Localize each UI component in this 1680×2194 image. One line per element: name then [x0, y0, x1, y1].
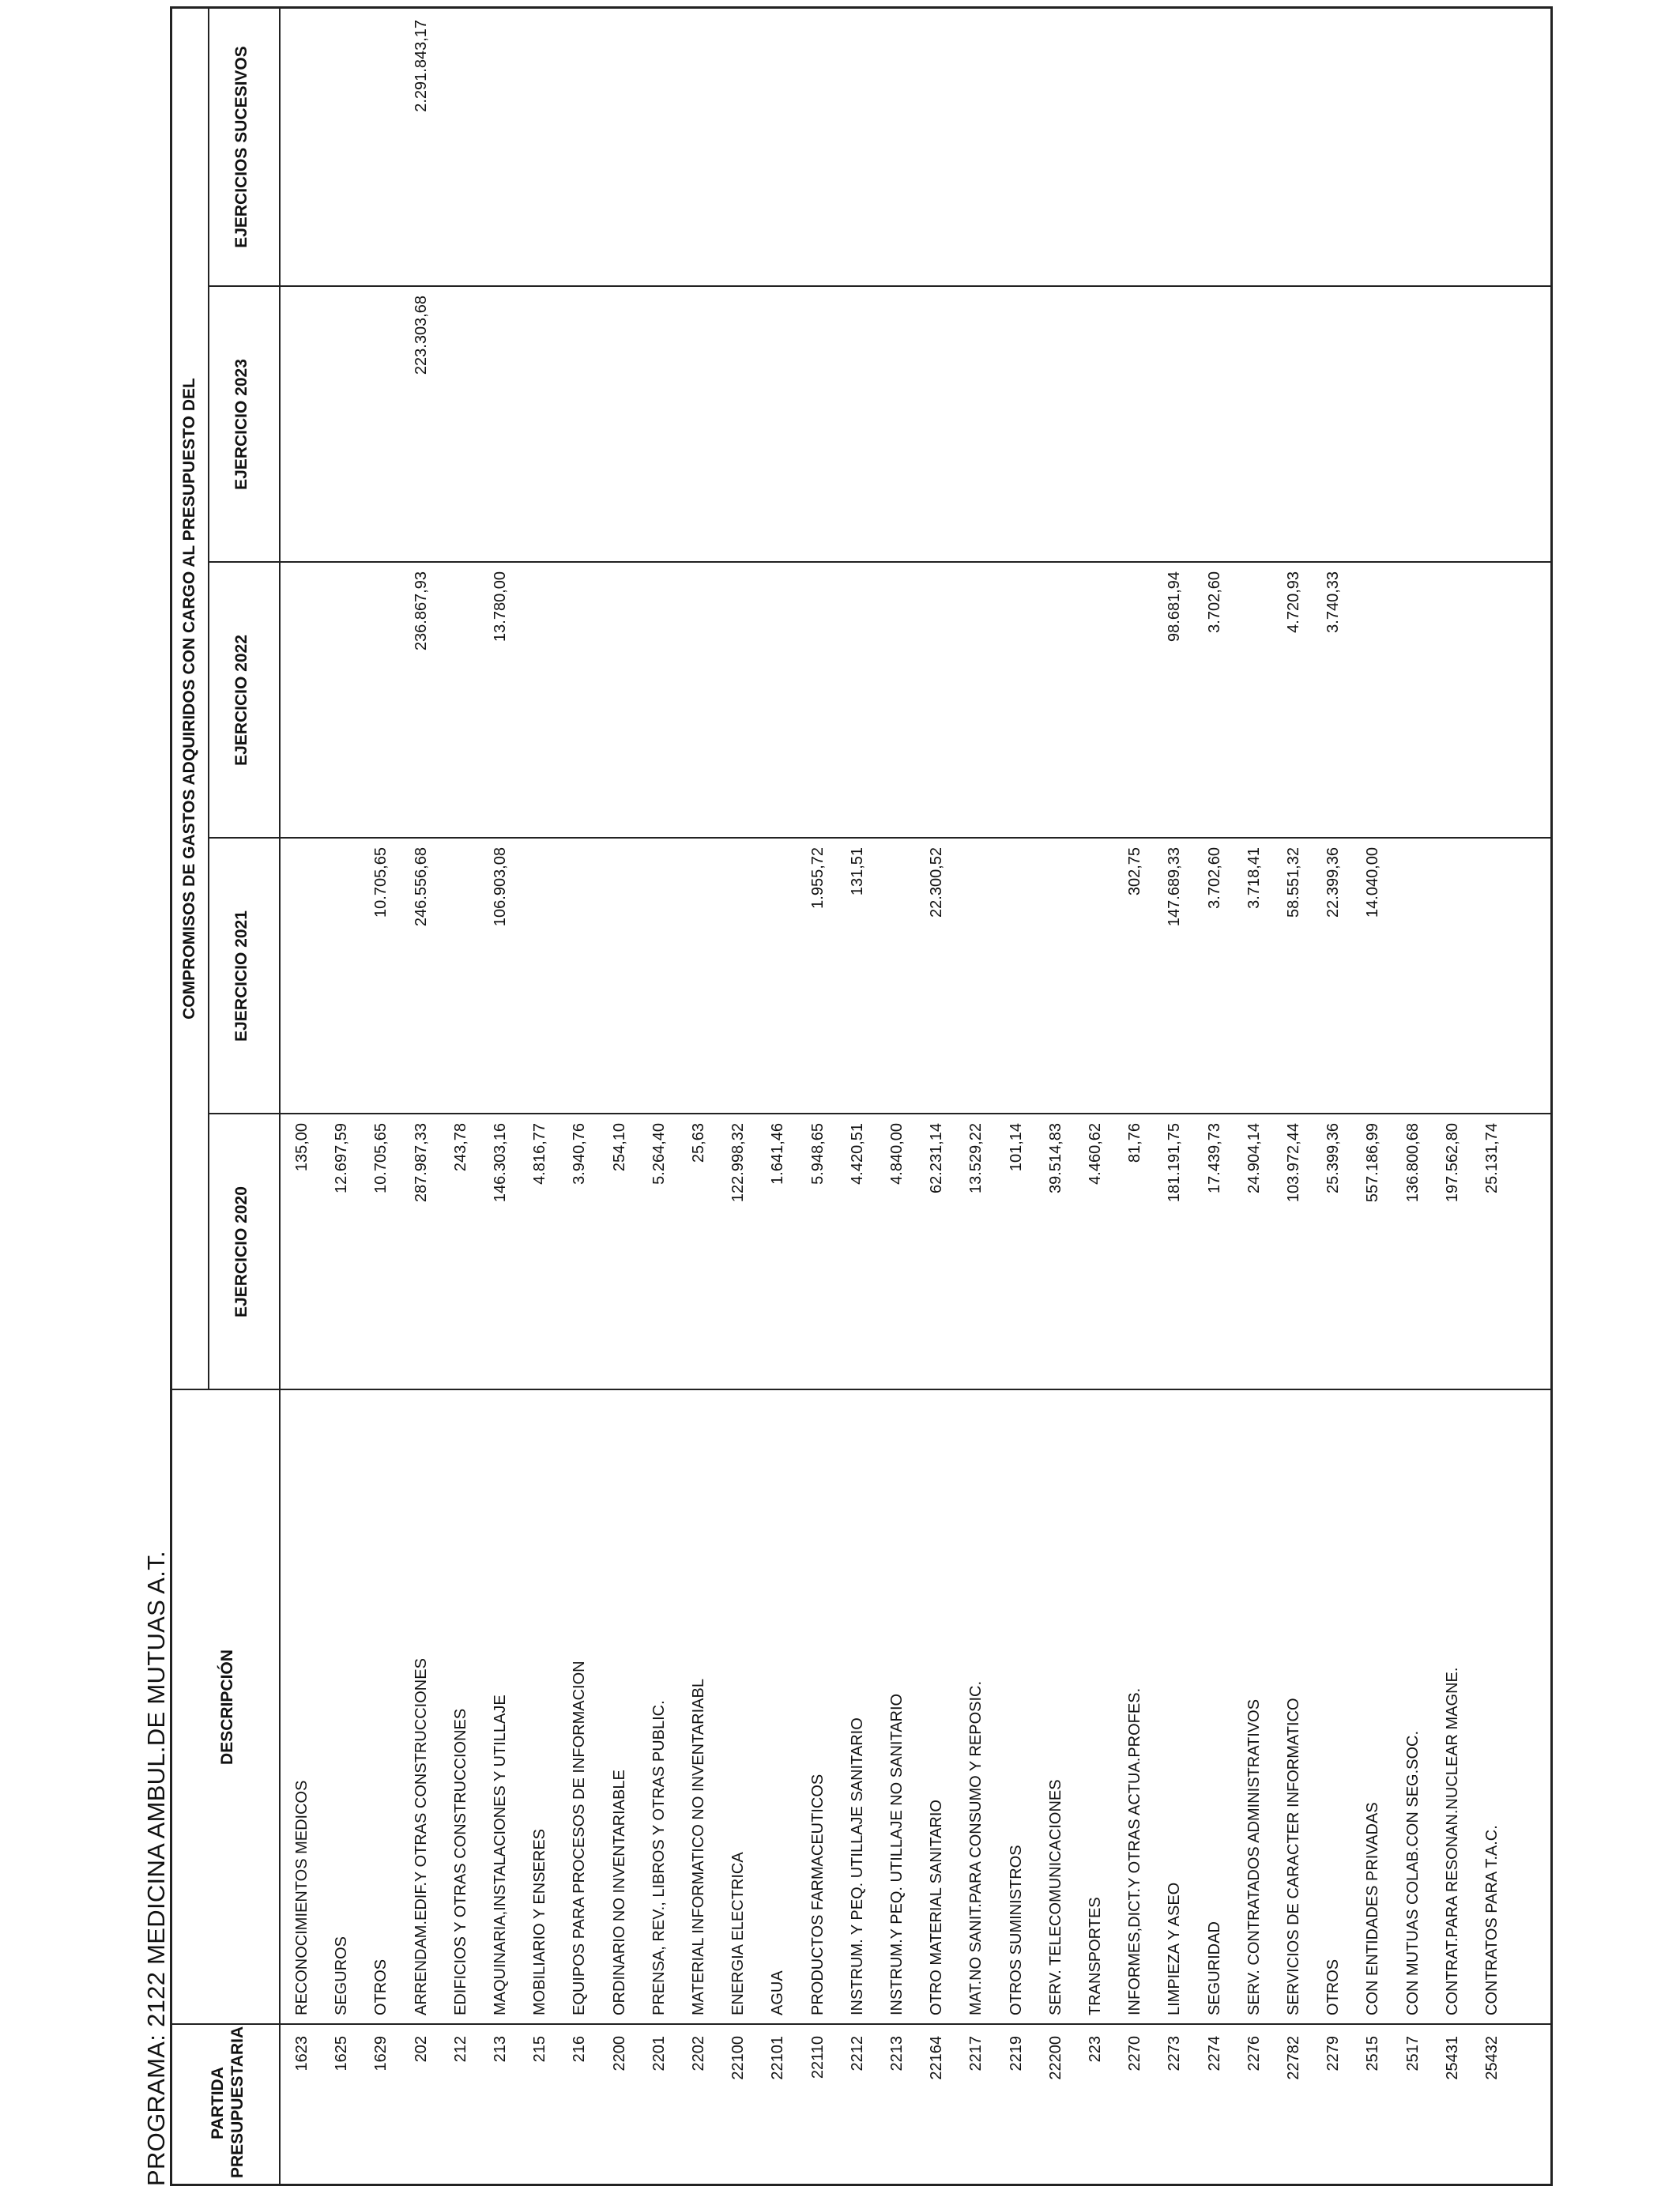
row-value-2022: 98.681,94: [1166, 571, 1184, 642]
row-description: EDIFICIOS Y OTRAS CONSTRUCCIONES: [451, 1708, 469, 2015]
table-border-left: [170, 2184, 1553, 2186]
header-ej2021: EJERCICIO 2021: [232, 910, 250, 1042]
row-description: PRODUCTOS FARMACEUTICOS: [808, 1774, 827, 2015]
row-value-2021: 131,51: [848, 847, 866, 896]
row-description: SEGURIDAD: [1205, 1921, 1223, 2015]
header-sucesivos: EJERCICIOS SUCESIVOS: [232, 46, 250, 248]
row-value-2020: 25.399,36: [1324, 1123, 1343, 1193]
row-value-2020: 181.191,75: [1166, 1123, 1184, 1203]
table-border-bottom: [1550, 6, 1553, 2186]
row-value-2022: 3.740,33: [1324, 571, 1343, 633]
row-code: 25432: [1483, 2036, 1501, 2080]
row-description: CONTRATOS PARA T.A.C.: [1483, 1825, 1501, 2015]
row-value-2021: 106.903,08: [492, 847, 509, 927]
row-value-2020: 557.186,99: [1364, 1123, 1382, 1203]
row-value-2023: 223.303,68: [412, 296, 430, 375]
row-code: 1625: [333, 2036, 351, 2071]
col-sep-3: [208, 1113, 1553, 1114]
row-description: SERVICIOS DE CARACTER INFORMATICO: [1285, 1698, 1302, 2015]
row-value-2020: 243,78: [451, 1123, 469, 1172]
row-value-2020: 4.460,62: [1087, 1123, 1104, 1185]
row-description: CON MUTUAS COLAB.CON SEG.SOC.: [1403, 1730, 1422, 2015]
row-code: 2202: [690, 2036, 707, 2071]
row-code: 2515: [1364, 2036, 1382, 2071]
row-description: SERV. TELECOMUNICACIONES: [1046, 1779, 1064, 2015]
row-code: 223: [1087, 2036, 1104, 2063]
row-code: 2273: [1166, 2036, 1184, 2071]
row-code: 212: [451, 2036, 469, 2063]
row-value-2020: 10.705,65: [372, 1123, 390, 1193]
header-divider: [279, 6, 281, 2186]
row-description: PRENSA, REV., LIBROS Y OTRAS PUBLIC.: [650, 1700, 668, 2015]
table-border-top: [170, 6, 172, 2186]
row-description: CONTRAT.PARA RESONAN.NUCLEAR MAGNE.: [1443, 1667, 1461, 2015]
row-code: 22164: [928, 2036, 946, 2080]
row-value-2020: 62.231,14: [928, 1123, 946, 1193]
row-value-sucesivos: 2.291.843,17: [412, 20, 430, 112]
row-code: 1623: [293, 2036, 311, 2071]
row-value-2022: 236.867,93: [412, 571, 430, 651]
row-code: 2276: [1245, 2036, 1263, 2071]
row-code: 2212: [848, 2036, 866, 2071]
row-description: TRANSPORTES: [1087, 1897, 1104, 2015]
row-value-2021: 3.702,60: [1205, 847, 1223, 909]
group-header-divider: [208, 6, 209, 1390]
row-description: OTROS: [372, 1958, 390, 2015]
col-sep-5: [208, 561, 1553, 563]
row-value-2020: 12.697,59: [333, 1123, 351, 1193]
header-ej2023: EJERCICIO 2023: [232, 359, 250, 490]
row-code: 213: [492, 2036, 509, 2063]
row-value-2020: 122.998,32: [729, 1123, 748, 1203]
row-description: SEGUROS: [333, 1936, 351, 2015]
row-value-2020: 5.264,40: [650, 1123, 668, 1185]
row-value-2021: 147.689,33: [1166, 847, 1184, 927]
row-code: 215: [531, 2036, 549, 2063]
row-description: INFORMES,DICT.Y OTRAS ACTUA.PROFES.: [1126, 1687, 1144, 2015]
row-value-2022: 3.702,60: [1205, 571, 1223, 633]
col-sep-4: [208, 837, 1553, 839]
row-code: 202: [412, 2036, 430, 2063]
row-code: 2200: [610, 2036, 628, 2071]
row-value-2020: 136.800,68: [1403, 1123, 1422, 1203]
row-code: 2279: [1324, 2036, 1343, 2071]
row-value-2021: 22.300,52: [928, 847, 946, 918]
row-description: MAQUINARIA,INSTALACIONES Y UTILLAJE: [492, 1695, 509, 2015]
header-partida: PARTIDA PRESUPUESTARIA: [209, 2026, 247, 2178]
row-code: 22200: [1046, 2036, 1064, 2080]
row-value-2020: 39.514,83: [1046, 1123, 1064, 1193]
row-value-2021: 58.551,32: [1285, 847, 1302, 918]
row-value-2022: 4.720,93: [1285, 571, 1302, 633]
row-description: AGUA: [769, 1970, 787, 2015]
row-code: 2201: [650, 2036, 668, 2071]
row-value-2020: 81,76: [1126, 1123, 1144, 1163]
row-value-2020: 25.131,74: [1483, 1123, 1501, 1193]
row-value-2020: 135,00: [293, 1123, 311, 1172]
header-compromisos: COMPROMISOS DE GASTOS ADQUIRIDOS CON CARGO AL PRESUPUESTO DEL: [180, 378, 198, 1020]
row-description: OTRO MATERIAL SANITARIO: [928, 1800, 946, 2015]
row-value-2021: 246.556,68: [412, 847, 430, 927]
header-ej2022: EJERCICIO 2022: [232, 635, 250, 766]
col-sep-6: [208, 285, 1553, 287]
budget-table: [170, 6, 1553, 2186]
header-ej2020: EJERCICIO 2020: [232, 1186, 250, 1318]
row-value-2020: 1.641,46: [769, 1123, 787, 1185]
table-border-right: [170, 6, 1553, 9]
row-value-2020: 287.987,33: [412, 1123, 430, 1203]
row-value-2020: 254,10: [610, 1123, 628, 1172]
row-code: 22782: [1285, 2036, 1302, 2080]
row-value-2020: 4.420,51: [848, 1123, 866, 1185]
row-description: ORDINARIO NO INVENTARIABLE: [610, 1770, 628, 2015]
row-value-2021: 10.705,65: [372, 847, 390, 918]
row-value-2021: 1.955,72: [808, 847, 827, 909]
row-description: SERV. CONTRATADOS ADMINISTRATIVOS: [1245, 1698, 1263, 2015]
row-description: ENERGIA ELECTRICA: [729, 1852, 748, 2015]
row-value-2020: 4.840,00: [888, 1123, 906, 1185]
row-value-2021: 3.718,41: [1245, 847, 1263, 909]
row-description: RECONOCIMIENTOS MEDICOS: [293, 1780, 311, 2015]
row-code: 2217: [967, 2036, 985, 2071]
row-description: MATERIAL INFORMATICO NO INVENTARIABL: [690, 1679, 707, 2015]
col-sep-1: [170, 2023, 1553, 2025]
row-value-2020: 197.562,80: [1443, 1123, 1461, 1203]
row-description: OTROS: [1324, 1958, 1343, 2015]
row-description: INSTRUM. Y PEQ. UTILLAJE SANITARIO: [848, 1717, 866, 2015]
row-value-2020: 17.439,73: [1205, 1123, 1223, 1193]
row-description: MOBILIARIO Y ENSERES: [531, 1828, 549, 2015]
row-description: OTROS SUMINISTROS: [1007, 1845, 1025, 2015]
row-value-2021: 14.040,00: [1364, 847, 1382, 918]
row-code: 216: [571, 2036, 589, 2063]
row-value-2020: 103.972,44: [1285, 1123, 1302, 1203]
row-value-2020: 3.940,76: [571, 1123, 589, 1185]
page-title: PROGRAMA: 2122 MEDICINA AMBUL.DE MUTUAS A.T.: [142, 1551, 170, 2186]
row-value-2020: 101,14: [1007, 1123, 1025, 1172]
row-code: 2274: [1205, 2036, 1223, 2071]
row-value-2022: 13.780,00: [492, 571, 509, 642]
row-code: 2517: [1403, 2036, 1422, 2071]
row-value-2020: 24.904,14: [1245, 1123, 1263, 1193]
row-description: INSTRUM.Y PEQ. UTILLAJE NO SANITARIO: [888, 1693, 906, 2015]
row-description: EQUIPOS PARA PROCESOS DE INFORMACION: [571, 1661, 589, 2015]
row-description: LIMPIEZA Y ASEO: [1166, 1882, 1184, 2015]
row-code: 2213: [888, 2036, 906, 2071]
row-value-2020: 4.816,77: [531, 1123, 549, 1185]
row-value-2021: 22.399,36: [1324, 847, 1343, 918]
row-description: ARRENDAM.EDIF.Y OTRAS CONSTRUCCIONES: [412, 1658, 430, 2015]
row-value-2020: 5.948,65: [808, 1123, 827, 1185]
row-description: CON ENTIDADES PRIVADAS: [1364, 1802, 1382, 2015]
row-value-2020: 13.529,22: [967, 1123, 985, 1193]
col-sep-2: [170, 1389, 1553, 1390]
row-description: MAT.NO SANIT.PARA CONSUMO Y REPOSIC.: [967, 1680, 985, 2015]
row-value-2020: 146.303,16: [492, 1123, 509, 1203]
row-value-2020: 25,63: [690, 1123, 707, 1163]
row-value-2021: 302,75: [1126, 847, 1144, 896]
row-code: 22110: [808, 2036, 827, 2079]
row-code: 22100: [729, 2036, 748, 2080]
row-code: 2270: [1126, 2036, 1144, 2071]
row-code: 25431: [1443, 2036, 1461, 2080]
header-descripcion: DESCRIPCIÓN: [218, 1649, 236, 1765]
row-code: 2219: [1007, 2036, 1025, 2071]
row-code: 1629: [372, 2036, 390, 2071]
row-code: 22101: [769, 2036, 787, 2080]
